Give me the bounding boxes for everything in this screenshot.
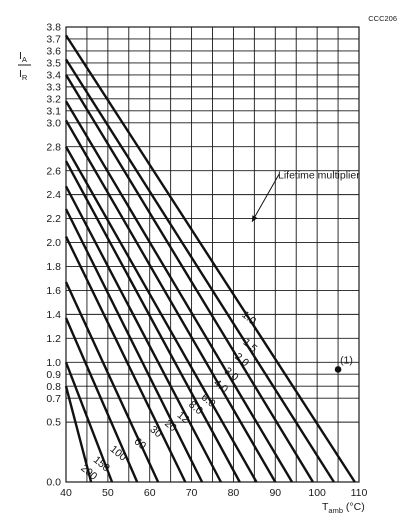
grid — [66, 27, 359, 482]
y-tick-label: 1.8 — [46, 261, 61, 274]
series-label-60: 60 — [131, 435, 149, 453]
y-tick-label: 0.9 — [46, 368, 61, 381]
y-tick-label: 1.6 — [46, 285, 61, 298]
series-labels — [78, 309, 259, 483]
series-label-20: 20 — [162, 417, 179, 435]
series-label-1-5: 1.5 — [240, 336, 260, 355]
y-tick-label: 3.3 — [46, 81, 61, 94]
series-label-1-0: 1.0 — [239, 308, 259, 328]
x-tick-label: 90 — [269, 487, 282, 499]
series-label-150: 150 — [90, 453, 112, 475]
lifetime-multiplier-label: Lifetime multiplier — [278, 169, 360, 182]
y-tick-label: 3.5 — [46, 57, 61, 70]
x-tick-label: 110 — [350, 487, 368, 499]
x-tick-label: 70 — [185, 487, 198, 499]
y-tick-label: 0.5 — [46, 416, 61, 429]
x-tick-label: 60 — [143, 487, 156, 499]
series-label-4-0: 4.0 — [211, 377, 231, 396]
series-label-3-0: 3.0 — [221, 365, 241, 384]
y-tick-label: 0.0 — [46, 476, 61, 489]
y-tick-label: 2.2 — [46, 213, 61, 226]
series-label-100: 100 — [107, 443, 129, 464]
y-tick-label: 3.7 — [46, 33, 61, 46]
y-tick-label: 3.4 — [46, 69, 61, 82]
marker-label: (1) — [340, 354, 353, 367]
x-tick-label: 40 — [60, 487, 72, 499]
series-label-8-0: 8.0 — [186, 398, 206, 418]
series-lines — [66, 35, 355, 482]
y-tick-label: 3.6 — [46, 45, 61, 58]
series-line-3-0 — [66, 101, 292, 482]
x-tick-label: 80 — [227, 487, 240, 499]
marker-point — [335, 366, 342, 373]
y-tick-label: 2.6 — [46, 165, 61, 178]
y-tick-label: 1.4 — [46, 308, 61, 321]
figure-code: CCC206 — [368, 14, 397, 23]
y-tick-label: 2.4 — [46, 189, 61, 202]
annotations — [252, 169, 360, 372]
series-label-30: 30 — [147, 423, 165, 441]
series-label-6-0: 6.0 — [198, 391, 218, 410]
y-tick-label: 1.0 — [46, 356, 61, 369]
y-tick-label: 3.1 — [46, 105, 61, 118]
x-axis-label: $T_{amb}$ (°C) — [322, 501, 365, 515]
series-label-2-0: 2.0 — [232, 350, 252, 370]
axes — [18, 22, 368, 515]
y-axis-label-denominator: $I_R$ — [19, 68, 28, 82]
y-tick-label: 3.8 — [46, 21, 61, 34]
y-tick-label: 1.2 — [46, 332, 61, 345]
y-tick-label: 0.7 — [46, 392, 61, 405]
series-label-12: 12 — [174, 409, 192, 426]
y-tick-label: 3.0 — [46, 117, 61, 130]
y-tick-label: 2.8 — [46, 141, 61, 154]
y-axis-label-numerator: $I_A$ — [19, 50, 27, 64]
y-tick-label: 3.2 — [46, 93, 61, 106]
x-tick-label: 100 — [308, 487, 326, 499]
y-tick-label: 0.8 — [46, 380, 61, 393]
y-tick-label: 2.0 — [46, 237, 61, 250]
series-label-200: 200 — [78, 462, 100, 483]
x-tick-label: 50 — [102, 487, 114, 499]
